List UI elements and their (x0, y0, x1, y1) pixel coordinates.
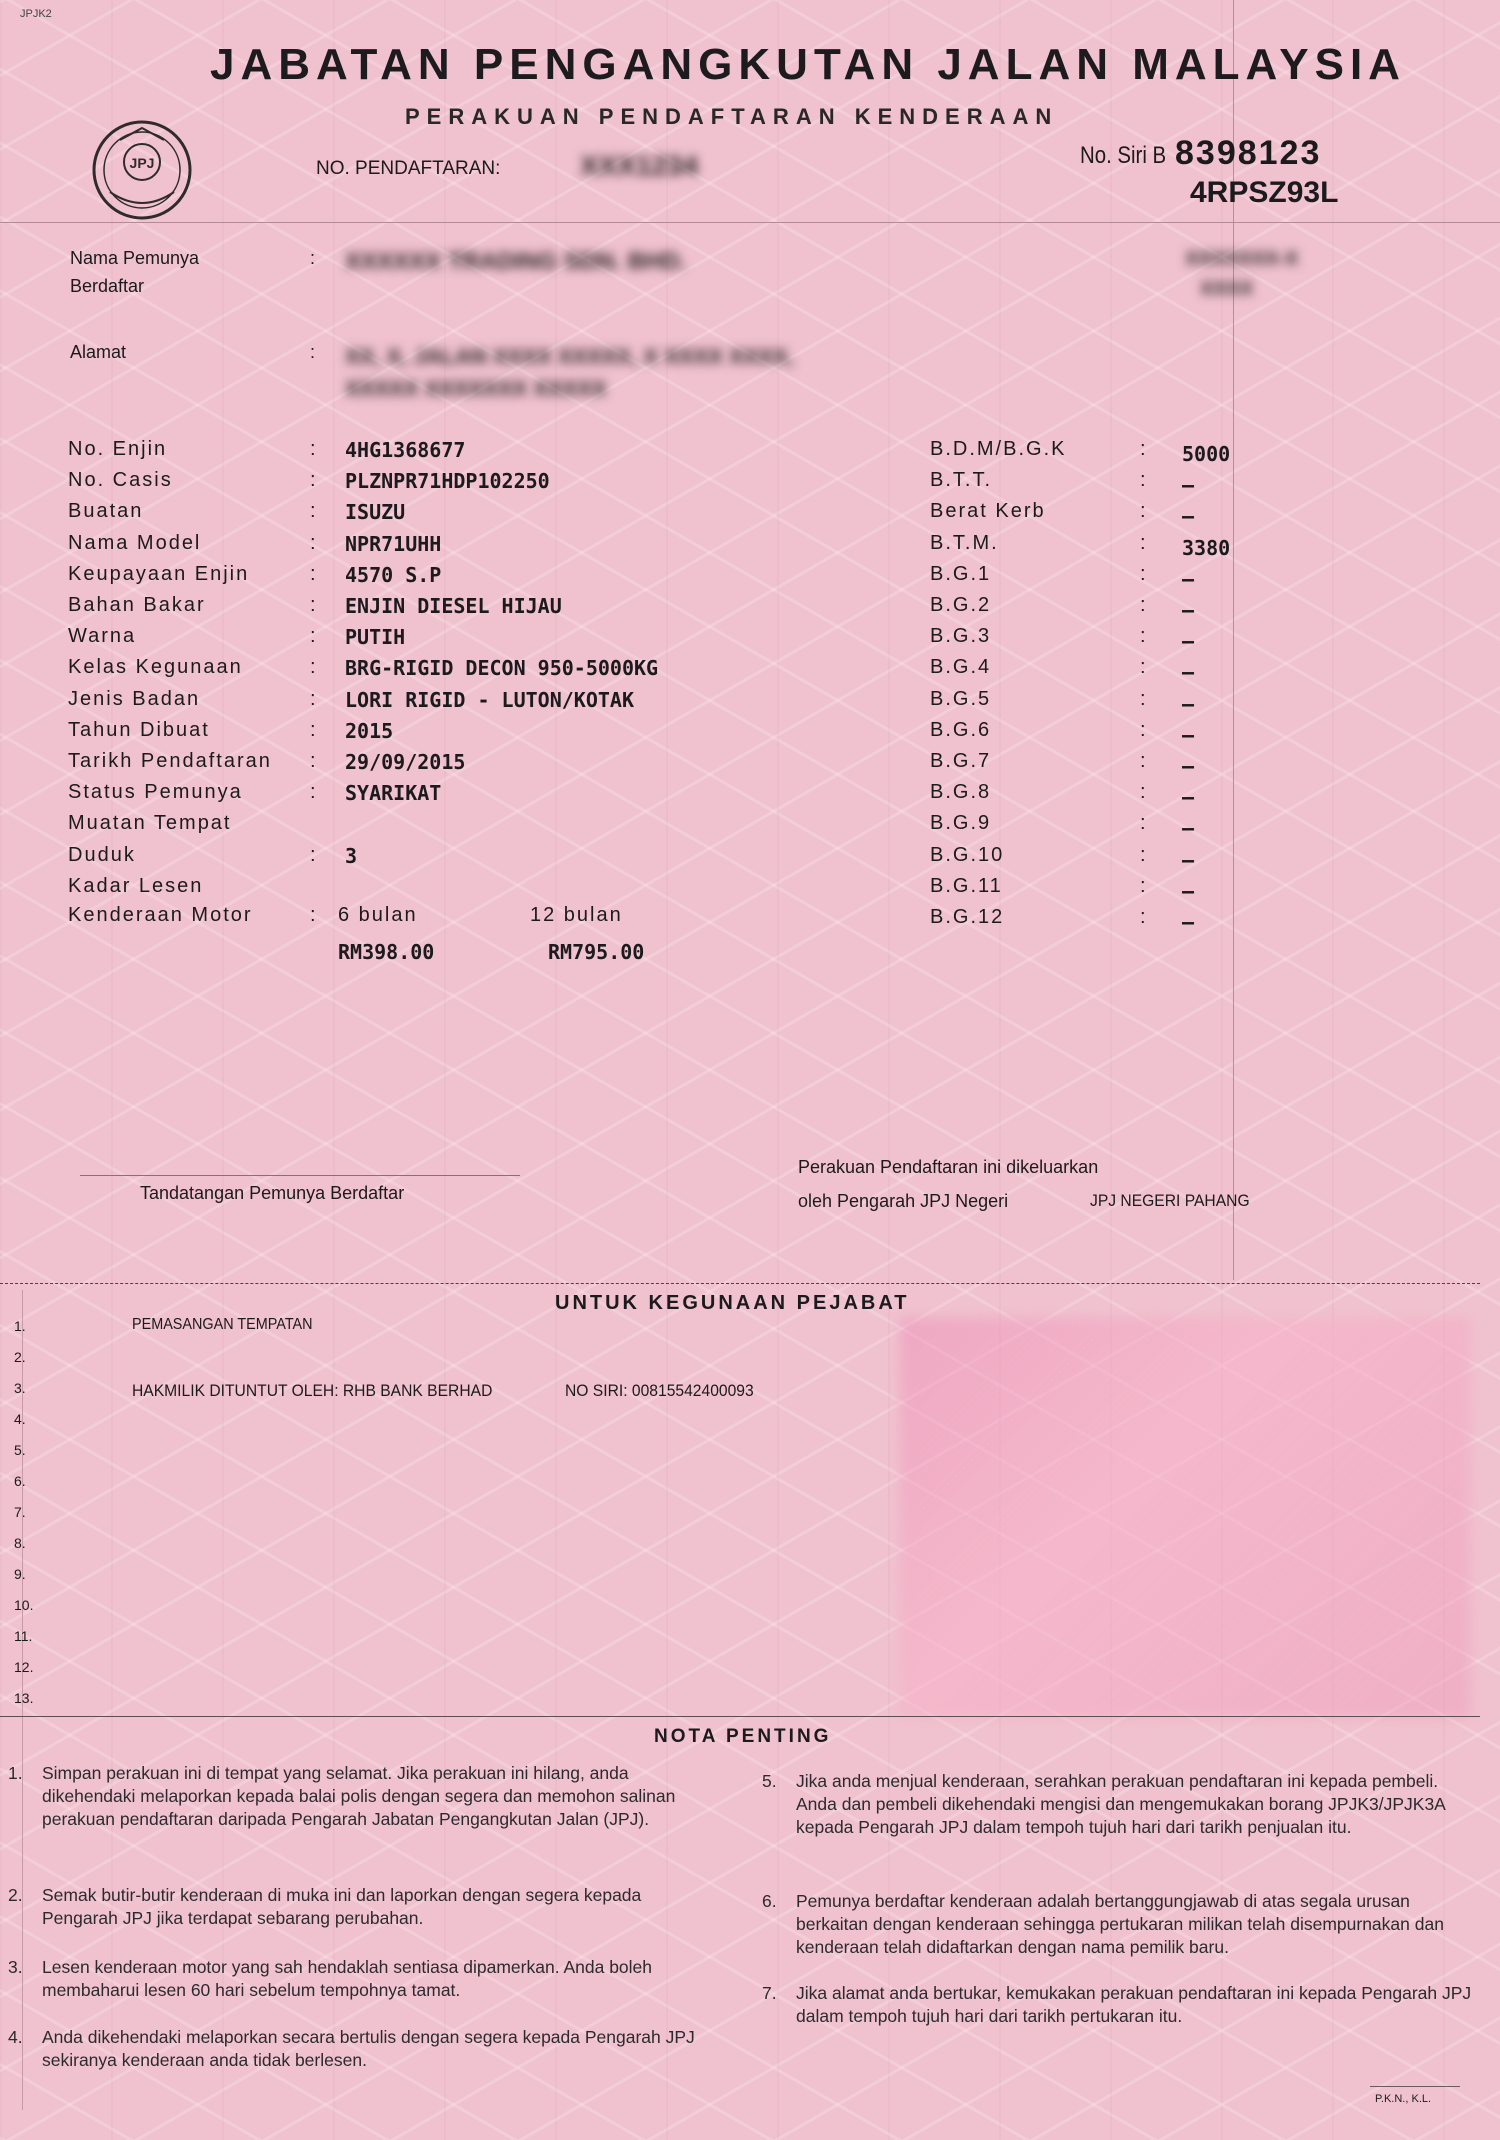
doc-code: JPJK2 (20, 8, 52, 20)
owner-name-value: XXXXXX TRADING SDN. BHD. (345, 248, 687, 275)
colon: : (1140, 562, 1146, 585)
license-label: Kenderaan Motor (68, 904, 253, 926)
weight-field-value: – (1182, 816, 1195, 841)
vehicle-field-value: BRG-RIGID DECON 950-5000KG (345, 656, 659, 681)
vehicle-field-label: Buatan (68, 500, 144, 523)
note-number: 3. (8, 1957, 23, 1977)
weight-field-label: B.G.4 (930, 656, 992, 679)
vehicle-field-value: SYARIKAT (345, 781, 442, 806)
note-number: 2. (8, 1885, 23, 1905)
colon: : (1140, 594, 1146, 616)
weight-field-value: 3380 (1182, 535, 1231, 560)
owner-id-value: XXXXXXX-X (1185, 248, 1299, 270)
vehicle-field-label: No. Casis (68, 469, 173, 492)
weight-field-label: B.G.1 (930, 562, 992, 585)
weight-field-value: – (1182, 629, 1195, 654)
vehicle-field-value: NPR71UHH (345, 531, 442, 556)
vehicle-field-label: Nama Model (68, 531, 202, 554)
weight-field-value: – (1182, 566, 1195, 591)
vehicle-field-value: 4570 S.P (345, 562, 442, 587)
colon: : (310, 687, 316, 710)
issuing-office: JPJ NEGERI PAHANG (1090, 1191, 1250, 1210)
issued-by-line-2: oleh Pengarah JPJ Negeri (798, 1191, 1009, 1211)
vehicle-field-value: PUTIH (345, 625, 406, 650)
weight-field-label: B.G.2 (930, 594, 992, 616)
weight-field-value: – (1182, 754, 1195, 778)
office-entry-3-serial: NO SIRI: 00815542400093 (565, 1381, 754, 1400)
weight-field-label: B.T.T. (930, 469, 993, 492)
office-line-number: 11. (14, 1628, 33, 1644)
colon: : (310, 781, 316, 804)
office-line-number: 7. (14, 1504, 26, 1520)
weight-field-value: – (1182, 847, 1195, 872)
colon: : (1140, 531, 1146, 554)
owner-name-label-2: Berdaftar (70, 276, 145, 296)
vehicle-field-value: ENJIN DIESEL HIJAU (345, 594, 562, 618)
vehicle-field-label: Muatan Tempat (68, 812, 232, 835)
weight-field-label: B.D.M/B.G.K (930, 438, 1067, 460)
vehicle-field-label: Warna (68, 625, 137, 648)
weight-field-label: B.G.8 (930, 781, 992, 804)
note-text: Pemunya berdaftar kenderaan adalah bertanggungjawab di atas segala urusan berkaitan dengan kenderaan sehingga pertukaran milikan telah disempurnakan dan kenderaan telah didaftarkan dengan nama pemilik baru. (796, 1891, 1444, 1957)
weight-field-label: B.T.M. (930, 531, 999, 554)
weight-field-label: B.G.6 (930, 718, 992, 741)
weight-field-value: – (1182, 473, 1195, 498)
colon: : (310, 718, 316, 741)
office-line-number: 8. (14, 1535, 26, 1551)
vehicle-field-value: 3 (345, 843, 358, 868)
note-item (8, 1762, 720, 1831)
document-subtitle: PERAKUAN PENDAFTARAN KENDERAAN (405, 104, 1059, 129)
colon: : (310, 562, 316, 585)
note-text: Anda dikehendaki melaporkan secara bertulis dengan segera kepada Pengarah JPJ sekiranya kenderaan anda tidak berlesen. (42, 2027, 695, 2070)
office-use-title: UNTUK KEGUNAAN PEJABAT (555, 1292, 910, 1314)
weight-field-label: B.G.3 (930, 625, 992, 648)
footer-code: P.K.N., K.L. (1375, 2093, 1432, 2105)
colon: : (1140, 625, 1146, 648)
weight-field-value: – (1182, 785, 1195, 810)
weight-field-value: 5000 (1182, 442, 1231, 466)
note-text: Semak butir-butir kenderaan di muka ini dan laporkan dengan segera kepada Pengarah JPJ jika terdapat sebarang perubahan. (42, 1885, 642, 1928)
colon: : (1140, 750, 1146, 772)
office-line-number: 1. (14, 1318, 26, 1334)
weight-field-label: B.G.11 (930, 874, 1003, 897)
colon: : (1140, 656, 1146, 679)
colon: : (310, 438, 316, 460)
weight-field-value: – (1182, 504, 1195, 529)
note-text: Jika anda menjual kenderaan, serahkan perakuan pendaftaran ini kepada pembeli. Anda dan pembeli dikehendaki mengisi dan mengemukakan borang JPJK3/JPJK3A kepada Pengarah JPJ dalam tempoh tujuh hari dari tarikh penjualan itu. (796, 1771, 1445, 1837)
emblem-text: JPJ (129, 155, 155, 171)
colon: : (310, 469, 316, 492)
weight-field-value: – (1182, 598, 1195, 622)
license-12-months-fee: RM795.00 (548, 940, 645, 964)
colon: : (1140, 781, 1146, 804)
office-line-number: 2. (14, 1349, 26, 1365)
vehicle-field-label: Tahun Dibuat (68, 718, 210, 741)
note-text: Jika alamat anda bertukar, kemukakan perakuan pendaftaran ini kepada Pengarah JPJ dalam tempoh tujuh hari dari tarikh pertukaran itu. (796, 1983, 1472, 2026)
vehicle-field-label: Keupayaan Enjin (68, 562, 250, 585)
note-number: 5. (762, 1771, 777, 1791)
colon: : (1140, 874, 1146, 897)
office-line-number: 13. (14, 1690, 34, 1706)
office-entry-3-lien: HAKMILIK DITUNTUT OLEH: RHB BANK BERHAD (132, 1381, 493, 1400)
license-12-months-label: 12 bulan (530, 904, 623, 926)
colon: : (1140, 438, 1146, 460)
redacted-stamp (900, 1318, 1470, 1718)
colon: : (310, 656, 316, 679)
weight-field-value: – (1182, 691, 1195, 716)
colon: : (1140, 687, 1146, 710)
vehicle-field-value: ISUZU (345, 500, 406, 525)
colon: : (1140, 906, 1146, 928)
vehicle-field-value: PLZNPR71HDP102250 (345, 469, 550, 494)
license-6-months-fee: RM398.00 (338, 940, 435, 964)
vehicle-field-label: Status Pemunya (68, 781, 243, 804)
note-item (762, 1982, 1480, 2028)
note-item (8, 2026, 720, 2072)
colon: : (1140, 843, 1146, 866)
office-line-number: 3. (14, 1380, 26, 1396)
note-item (762, 1890, 1480, 1959)
serial-number: 8398123 (1175, 134, 1322, 172)
office-entry-1: PEMASANGAN TEMPATAN (132, 1316, 313, 1333)
license-6-months-label: 6 bulan (338, 904, 418, 926)
office-line-number: 6. (14, 1473, 26, 1489)
colon: : (310, 843, 316, 866)
office-line-number: 4. (14, 1411, 26, 1427)
vehicle-field-label: Tarikh Pendaftaran (68, 750, 272, 772)
weight-field-label: B.G.5 (930, 687, 992, 710)
issued-by-line-1: Perakuan Pendaftaran ini dikeluarkan (798, 1157, 1099, 1177)
vehicle-field-label: Jenis Badan (68, 687, 201, 710)
vehicle-field-value: 2015 (345, 718, 394, 743)
vehicle-field-value: 4HG1368677 (345, 438, 466, 462)
weight-field-value: – (1182, 722, 1195, 747)
note-item (762, 1770, 1480, 1839)
colon: : (1140, 812, 1146, 835)
weight-field-value: – (1182, 660, 1195, 685)
colon: : (310, 342, 316, 362)
colon: : (1140, 469, 1146, 492)
registration-number-label: NO. PENDAFTARAN: (316, 158, 501, 179)
note-text: Lesen kenderaan motor yang sah hendaklah sentiasa dipamerkan. Anda boleh membaharui lesen 60 hari sebelum tempohnya tamat. (42, 1957, 653, 2000)
weight-field-label: B.G.12 (930, 906, 1005, 928)
office-line-number: 10. (14, 1597, 34, 1613)
vehicle-field-value: LORI RIGID - LUTON/KOTAK (345, 687, 634, 712)
weight-field-value: – (1182, 878, 1195, 903)
weight-field-label: B.G.9 (930, 812, 992, 835)
office-line-number: 9. (14, 1566, 26, 1582)
note-number: 6. (762, 1891, 777, 1911)
colon: : (310, 750, 316, 772)
vehicle-field-label: No. Enjin (68, 438, 168, 460)
address-label: Alamat (70, 342, 127, 362)
colon: : (1140, 718, 1146, 741)
weight-field-label: B.G.10 (930, 843, 1005, 866)
weight-field-label: Berat Kerb (930, 500, 1046, 523)
vehicle-field-label: Bahan Bakar (68, 594, 206, 616)
weight-field-label: B.G.7 (930, 750, 992, 772)
note-number: 1. (8, 1763, 23, 1783)
registration-number-value: XXX1234 (580, 150, 699, 181)
note-number: 7. (762, 1983, 777, 2003)
colon: : (310, 500, 316, 523)
colon: : (1140, 500, 1146, 523)
owner-signature-label: Tandatangan Pemunya Berdaftar (140, 1183, 405, 1203)
vehicle-field-label: Kelas Kegunaan (68, 656, 243, 679)
owner-name-label: Nama Pemunya (70, 248, 200, 268)
colon: : (310, 625, 316, 648)
colon: : (310, 594, 316, 616)
notes-title: NOTA PENTING (654, 1726, 832, 1747)
vehicle-field-value: 29/09/2015 (345, 750, 466, 774)
note-item (8, 1884, 720, 1930)
serial-label: No. Siri B (1080, 142, 1167, 169)
vehicle-field-label: Duduk (68, 843, 136, 866)
note-number: 4. (8, 2027, 23, 2047)
colon: : (310, 248, 316, 268)
weight-field-value: – (1182, 910, 1195, 934)
owner-id-value-2: XXXX (1200, 278, 1254, 300)
note-text: Simpan perakuan ini di tempat yang selamat. Jika perakuan ini hilang, anda dikehendaki melaporkan kepada balai polis dengan segera dan memohon salinan perakuan pendaftaran daripada Pengarah Jabatan Pengangkutan Jalan (JPJ). (42, 1763, 676, 1829)
note-item (8, 1956, 720, 2002)
jpj-emblem-icon (90, 118, 194, 222)
document-title: JABATAN PENGANGKUTAN JALAN MALAYSIA (210, 40, 1406, 89)
office-line-number: 5. (14, 1442, 26, 1458)
office-line-number: 12. (14, 1659, 34, 1675)
address-line-1: XX, X, JALAN XXXX XXXXX, X XXXX XXXX, (345, 344, 794, 369)
address-line-2: XXXXX XXXXXXX XXXXX (345, 376, 607, 401)
serial-code: 4RPSZ93L (1190, 176, 1339, 209)
colon: : (310, 531, 316, 554)
colon: : (310, 904, 316, 926)
vehicle-field-label: Kadar Lesen (68, 874, 204, 897)
